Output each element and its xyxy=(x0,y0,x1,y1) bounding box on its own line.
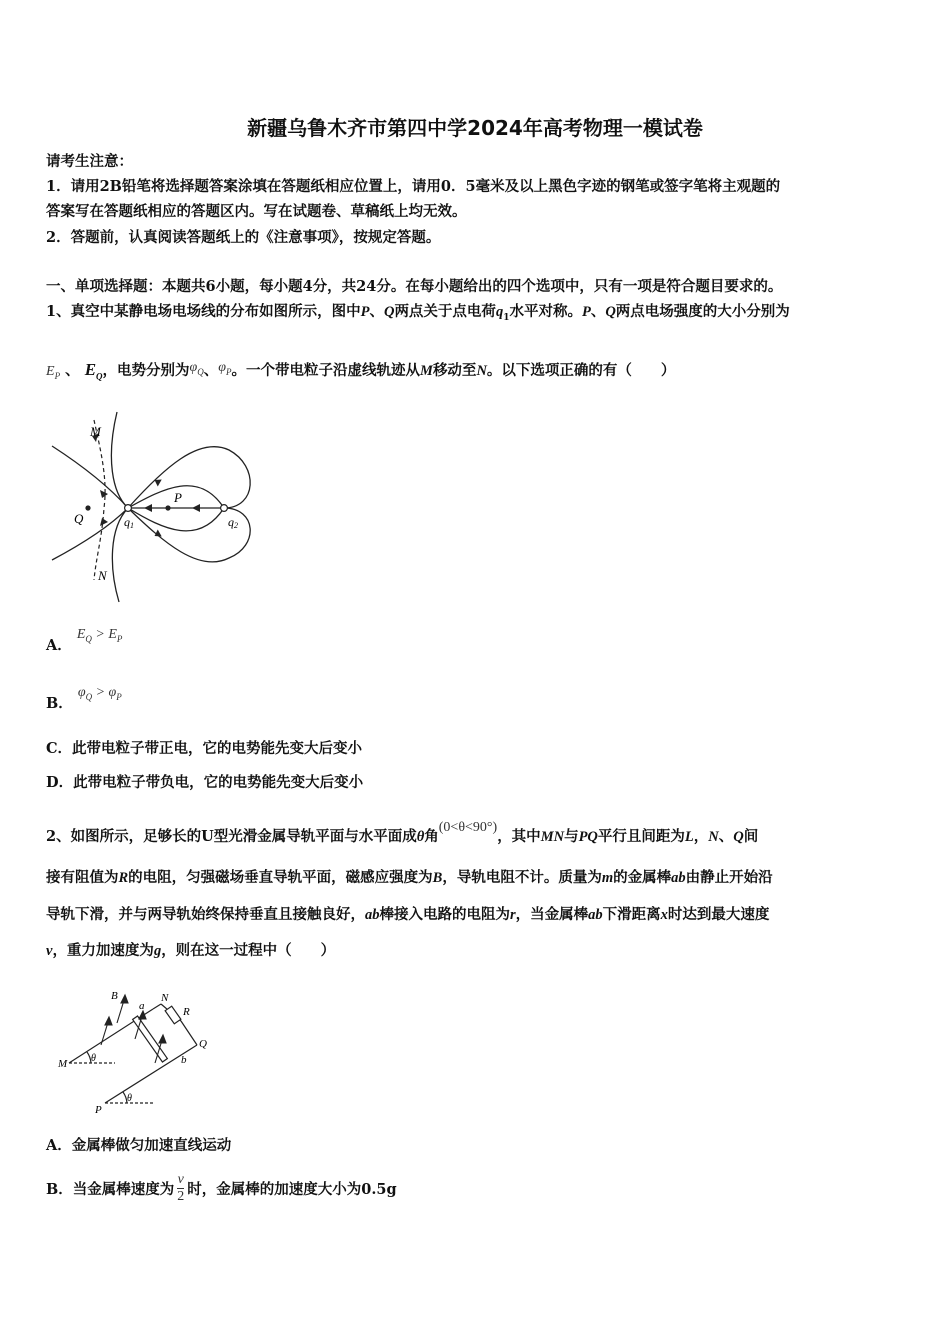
label-theta-2: θ xyxy=(127,1093,132,1104)
q1-stem-line1: 1、真空中某静电场电场线的分布如图所示，图中P、Q两点关于点电荷$q_1$水平对称。P、Q两点电场强度的大小分别为 xyxy=(46,303,790,323)
page-title: 新疆乌鲁木齐市第四中学2024年高考物理一模试卷 xyxy=(247,116,703,140)
q1-phiQ: $\varphi_Q$ xyxy=(189,360,204,377)
label-theta-1: θ xyxy=(91,1053,96,1064)
notice-item-1a: 1．请用2B铅笔将选择题答案涂填在答题纸相应位置上，请用0．5毫米及以上黑色字迹的钢笔或签字笔将主观题的 xyxy=(46,178,781,195)
point-Q xyxy=(85,505,90,510)
q1-phiP: $\varphi_P$ xyxy=(218,360,232,377)
field-line-lower-left xyxy=(52,508,128,560)
particle-trajectory xyxy=(94,420,105,580)
q1-stem-line2: $E_P$ 、 $E_Q$，电势分别为$\varphi_Q$、$\varphi_P$。一个带电粒子沿虚线轨迹从M移动至N。以下选项正确的有（ ） xyxy=(46,360,676,382)
q1-option-D[interactable]: D．此带电粒子带负电，它的电势能先变大后变小 xyxy=(46,774,364,791)
rail-MN-end xyxy=(153,1004,161,1009)
label-b: b xyxy=(181,1054,187,1066)
label-Q: Q xyxy=(199,1038,207,1050)
q2-rail-figure xyxy=(55,985,225,1120)
q2-angle-range: (0<θ<90°) xyxy=(438,820,498,835)
label-N: N xyxy=(161,992,169,1004)
field-loop-inner-bottom xyxy=(128,508,224,531)
q2-stem-line2: 接有阻值为R的电阻，匀强磁场垂直导轨平面，磁感应强度为B，导轨电阻不计。质量为m的金属棒ab由静止开始沿 xyxy=(46,869,773,886)
arrow-upper-left xyxy=(100,490,108,498)
q2-option-B[interactable]: B．当金属棒速度为 $\frac{v}{2}$ 时，金属棒的加速度大小为0.5g xyxy=(46,1172,397,1204)
arrow-axis xyxy=(144,504,152,512)
q2-stem-line4: v，重力加速度为g，则在这一过程中（ ） xyxy=(46,942,336,959)
arrowhead-2 xyxy=(105,1017,112,1025)
charge-q1 xyxy=(125,505,132,512)
arrow-lower-left xyxy=(100,518,108,526)
q1-option-B[interactable]: B． $\varphi_Q > \varphi_P$ xyxy=(46,685,122,712)
label-q2: q2 xyxy=(228,515,238,530)
label-q1: q1 xyxy=(124,515,134,530)
notice-heading: 请考生注意： xyxy=(46,153,133,170)
q1-option-A[interactable]: A． $E_Q > E_P$ xyxy=(46,627,123,654)
q1-EP: $E_P$ xyxy=(46,364,61,381)
label-P: P xyxy=(95,1104,102,1116)
label-B: B xyxy=(111,990,118,1002)
label-M: M xyxy=(90,424,101,439)
arrow-axis-2 xyxy=(192,504,200,512)
label-M: M xyxy=(58,1058,68,1070)
label-N: N xyxy=(98,568,107,583)
charge-q2 xyxy=(221,505,228,512)
label-a: a xyxy=(139,1000,145,1012)
arrowhead-1 xyxy=(121,995,128,1003)
point-P xyxy=(165,505,170,510)
q1-field-figure xyxy=(44,408,276,604)
arrowhead-3 xyxy=(139,1011,146,1019)
notice-item-1b: 答案写在答题纸相应的答题区内。写在试题卷、草稿纸上均无效。 xyxy=(46,203,467,220)
q1-option-C[interactable]: C．此带电粒子带正电，它的电势能先变大后变小 xyxy=(46,740,363,757)
q2-stem-line3: 导轨下滑，并与两导轨始终保持垂直且接触良好，ab棒接入电路的电阻为r，当金属棒ab下滑距离x时达到最大速度 xyxy=(46,906,770,923)
label-R: R xyxy=(183,1006,190,1018)
label-P: P xyxy=(174,490,182,505)
fraction-v-over-2: $\frac{v}{2}$ xyxy=(177,1172,185,1204)
q1-EQ: $E_Q$ xyxy=(84,360,103,382)
label-Q: Q xyxy=(74,511,84,526)
q2-option-A[interactable]: A．金属棒做匀加速直线运动 xyxy=(46,1137,232,1154)
section-heading: 一、单项选择题：本题共6小题，每小题4分，共24分。在每小题给出的四个选项中，只有一项是符合题目要求的。 xyxy=(46,278,783,295)
arrowhead-4 xyxy=(159,1035,166,1043)
notice-item-2: 2．答题前，认真阅读答题纸上的《注意事项》，按规定答题。 xyxy=(46,229,441,246)
resistor-R xyxy=(165,1006,181,1024)
q2-stem-line1: 2、如图所示，足够长的U型光滑金属导轨平面与水平面成θ角(0<θ<90°)，其中MN与PQ平行且间距为L，N、Q间 xyxy=(46,820,759,845)
field-line-upper-left xyxy=(52,446,128,508)
